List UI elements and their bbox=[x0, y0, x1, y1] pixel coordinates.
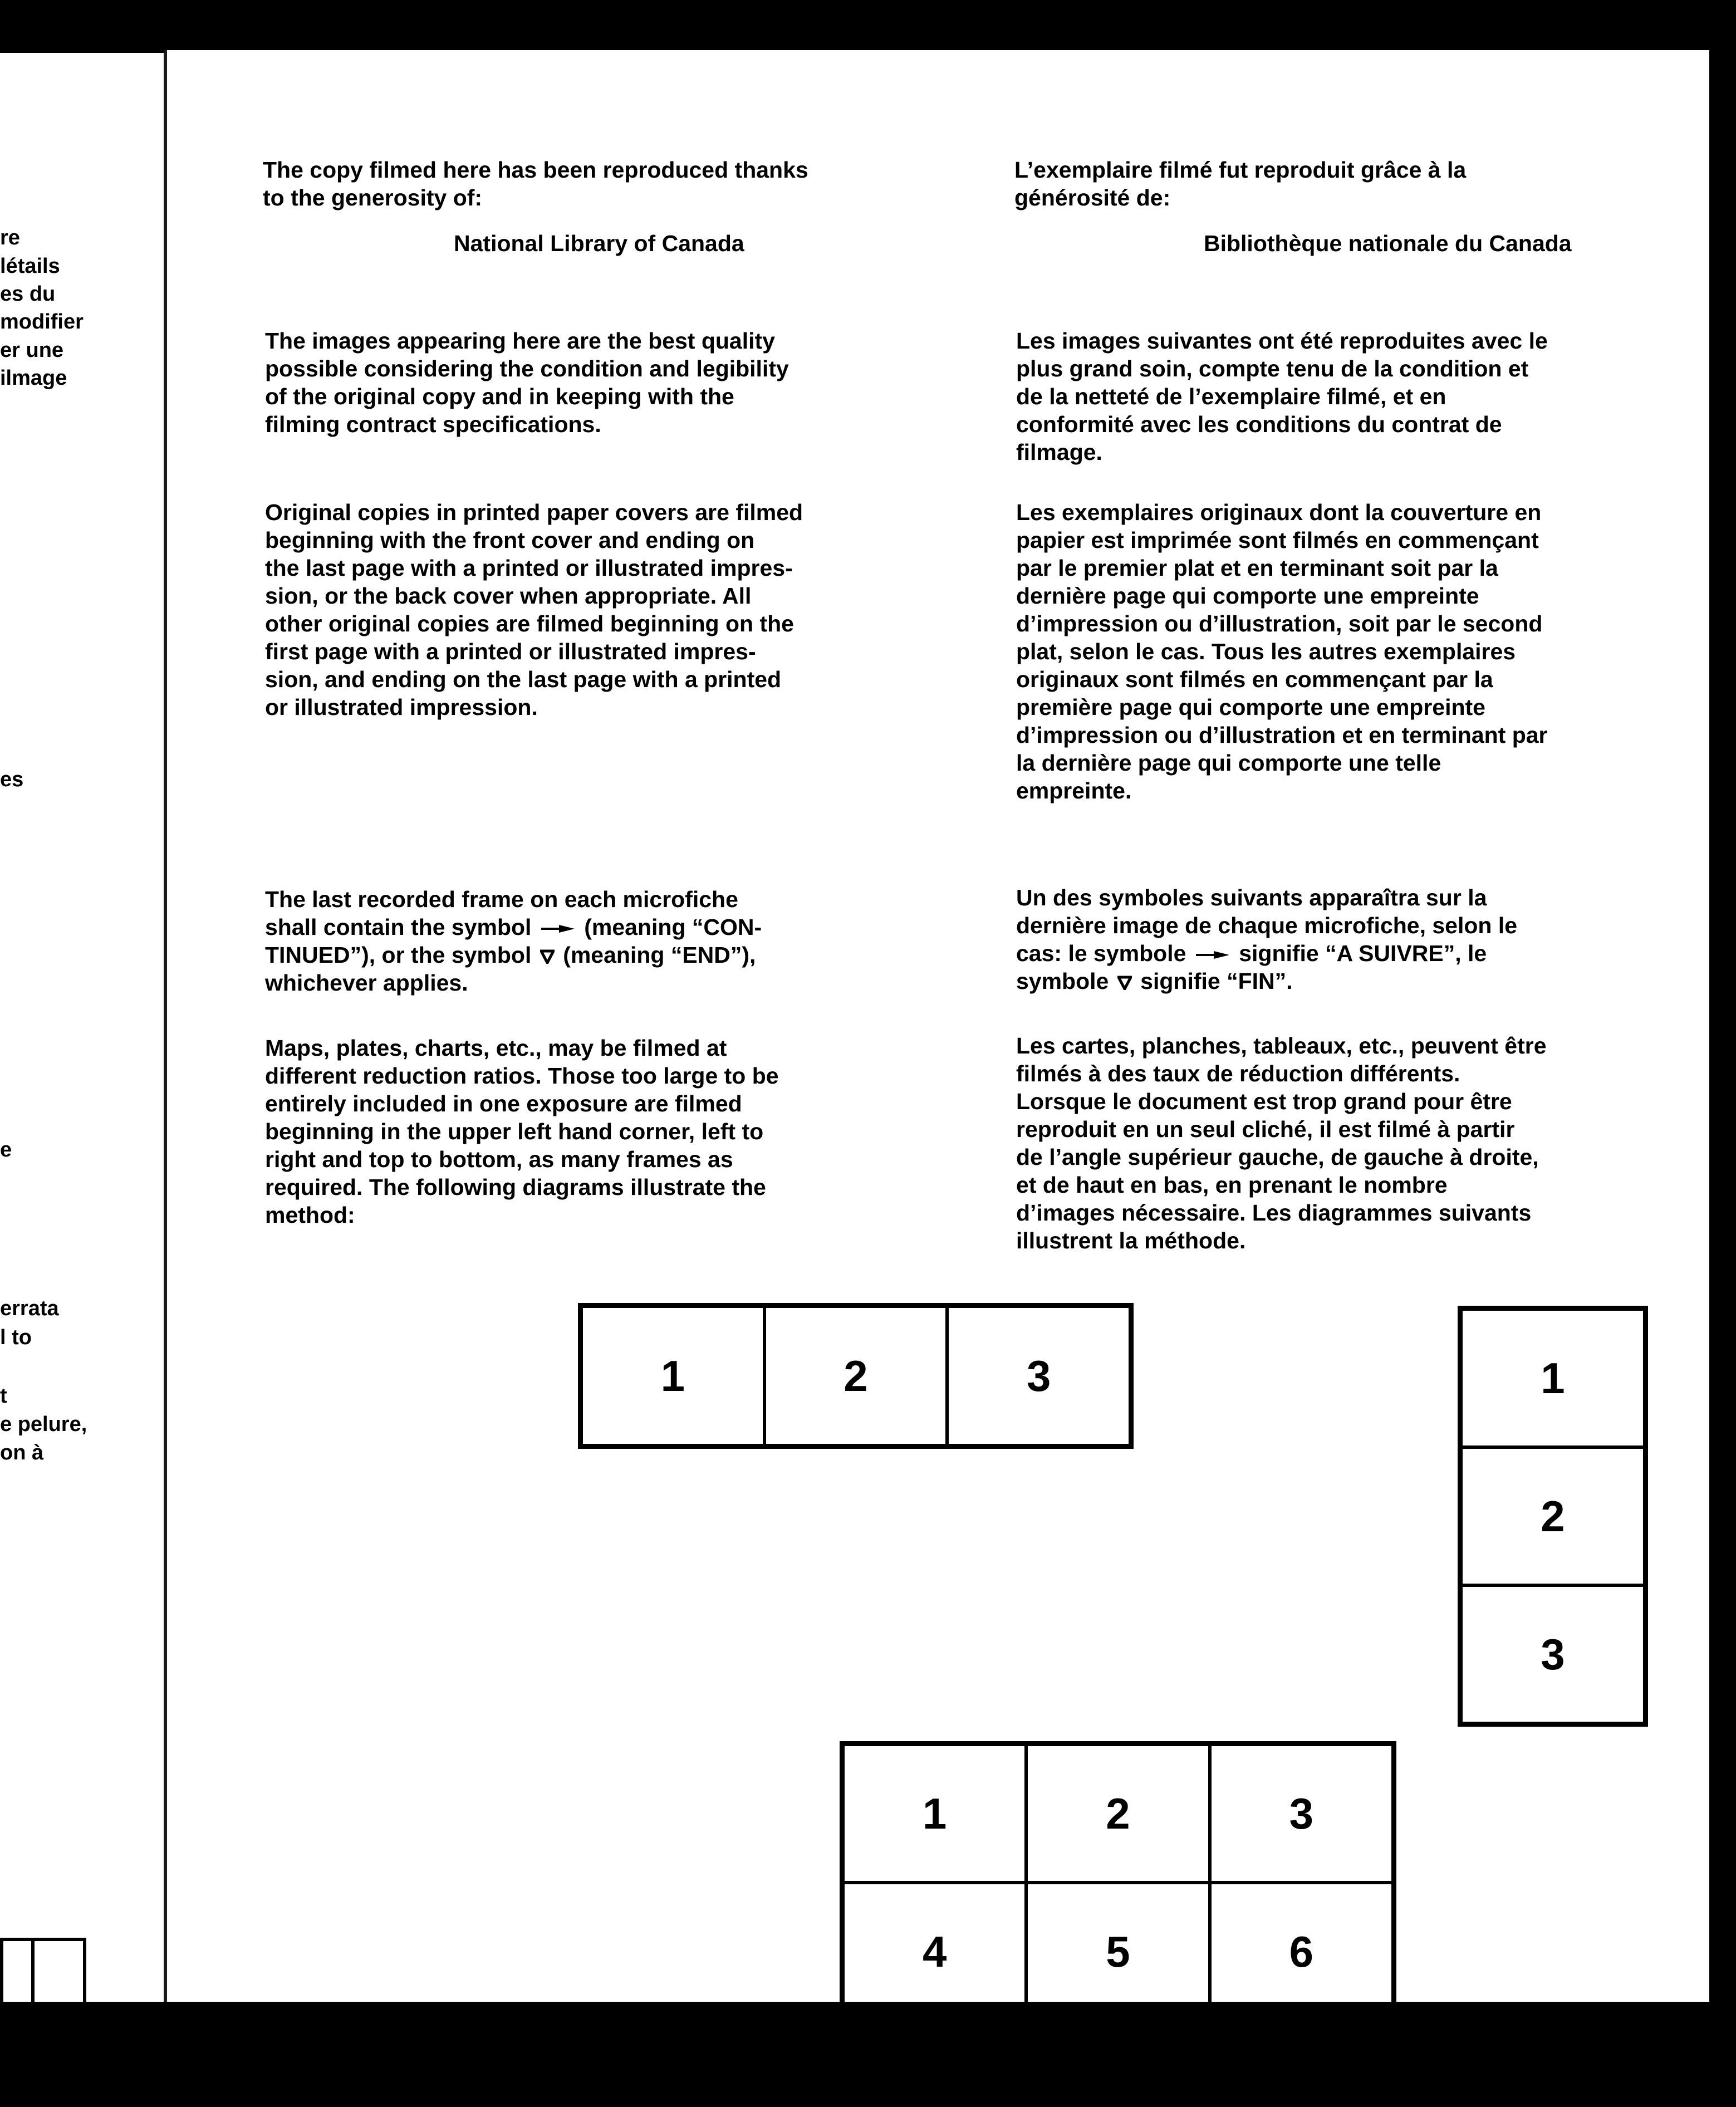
diagram-grid-frames bbox=[840, 1741, 1396, 2024]
french-acknowledgement bbox=[1014, 156, 1466, 212]
reduction-ratio-box bbox=[0, 1938, 86, 2011]
left-page-fragment: es bbox=[0, 768, 24, 791]
left-page-fragment: on à bbox=[0, 1441, 44, 1464]
left-page-fragment: e pelure, bbox=[0, 1413, 87, 1436]
left-page-fragment: t bbox=[0, 1384, 7, 1408]
left-page-fragment: modifier bbox=[0, 310, 84, 334]
text-line: The last recorded frame on each microfiche bbox=[265, 886, 738, 912]
text-line: first page with a printed or illustrated impres- bbox=[265, 639, 756, 664]
text-line: shall contain the symbol (meaning “CON- bbox=[265, 914, 762, 940]
text-line: the last page with a printed or illustrated impres- bbox=[265, 555, 793, 581]
left-page-fragment: errata bbox=[0, 1297, 59, 1320]
text-line: reproduit en un seul cliché, il est filmé à partir bbox=[1016, 1116, 1515, 1142]
frame-cell: 5 bbox=[1026, 1883, 1209, 2021]
text-line: plat, selon le cas. Tous les autres exemplaires bbox=[1016, 639, 1516, 664]
text-line: Original copies in printed paper covers are filmed bbox=[265, 499, 803, 525]
text-line: originaux sont filmés en commençant par la bbox=[1016, 667, 1493, 692]
text-line: la dernière page qui comporte une telle bbox=[1016, 750, 1441, 776]
english-acknowledgement bbox=[263, 156, 808, 212]
french-symbols-paragraph bbox=[1016, 884, 1517, 995]
left-page-fragment: er une bbox=[0, 339, 64, 362]
frame-cell: 2 bbox=[1026, 1745, 1209, 1883]
english-covers-paragraph bbox=[265, 498, 803, 721]
frame-cell: 1 bbox=[843, 1745, 1026, 1883]
diagram-horizontal-frames bbox=[578, 1303, 1134, 1449]
left-page-fragment: e bbox=[0, 1138, 12, 1162]
english-symbols-paragraph bbox=[265, 885, 762, 997]
continued-arrow-icon bbox=[1196, 951, 1229, 959]
text-line: de l’angle supérieur gauche, de gauche à droite, bbox=[1016, 1144, 1539, 1170]
text-line: conformité avec les conditions du contrat de bbox=[1016, 411, 1502, 437]
reduction-ratio-label: 32X bbox=[23, 2018, 60, 2041]
text-line: sion, and ending on the last page with a printed bbox=[265, 667, 782, 692]
text-line: or illustrated impression. bbox=[265, 694, 538, 720]
text-line: different reduction ratios. Those too large to be bbox=[265, 1063, 779, 1089]
text-line: et de haut en bas, en prenant le nombre bbox=[1016, 1172, 1448, 1198]
left-page-fragment: l to bbox=[0, 1326, 32, 1349]
frame-cell: 3 bbox=[1210, 1745, 1393, 1883]
text-line: générosité de: bbox=[1014, 185, 1171, 210]
text-line: papier est imprimée sont filmés en commençant bbox=[1016, 527, 1539, 553]
text-line: d’impression ou d’illustration et en terminant par bbox=[1016, 722, 1548, 748]
text-line: d’images nécessaire. Les diagrammes suivants bbox=[1016, 1200, 1532, 1226]
text-line: sion, or the back cover when appropriate. All bbox=[265, 583, 752, 609]
frame-cell: 6 bbox=[1210, 1883, 1393, 2021]
text-line: beginning in the upper left hand corner, left to bbox=[265, 1119, 764, 1144]
text-line: dernière page qui comporte une empreinte bbox=[1016, 583, 1479, 609]
end-triangle-icon bbox=[540, 949, 555, 964]
text-line: other original copies are filmed beginning on the bbox=[265, 611, 794, 636]
reduction-box-divider bbox=[31, 1938, 35, 2011]
text-line: entirely included in one exposure are filmed bbox=[265, 1091, 742, 1116]
text-line: empreinte. bbox=[1016, 778, 1132, 803]
previous-page-edge bbox=[0, 53, 167, 2041]
left-page-fragment: ilmage bbox=[0, 366, 67, 390]
text-line: dernière image de chaque microfiche, selon le bbox=[1016, 913, 1518, 938]
text-line: TINUED”), or the symbol (meaning “END”), bbox=[265, 942, 756, 968]
text-line: Lorsque le document est trop grand pour être bbox=[1016, 1089, 1512, 1114]
text-line: The images appearing here are the best quality bbox=[265, 328, 775, 354]
text-line: symbole signifie “FIN”. bbox=[1016, 968, 1293, 994]
text-line: Les exemplaires originaux dont la couverture en bbox=[1016, 499, 1542, 525]
text-line: Les cartes, planches, tableaux, etc., peuvent être bbox=[1016, 1033, 1547, 1059]
text-line: illustrent la méthode. bbox=[1016, 1228, 1246, 1253]
french-library-name: Bibliothèque nationale du Canada bbox=[1204, 231, 1572, 256]
text-line: method: bbox=[265, 1202, 355, 1228]
continued-arrow-icon bbox=[541, 925, 575, 933]
left-page-fragment: es du bbox=[0, 282, 56, 306]
text-line: The copy filmed here has been reproduced thanks bbox=[263, 157, 808, 183]
frame-cell: 2 bbox=[764, 1306, 948, 1445]
text-line: of the original copy and in keeping with the bbox=[265, 384, 734, 409]
text-line: d’impression ou d’illustration, soit par le second bbox=[1016, 611, 1543, 636]
french-covers-paragraph bbox=[1016, 498, 1548, 805]
text-line: cas: le symbole signifie “A SUIVRE”, le bbox=[1016, 940, 1487, 966]
text-line: to the generosity of: bbox=[263, 185, 483, 210]
text-line: right and top to bottom, as many frames as bbox=[265, 1146, 733, 1172]
french-maps-paragraph bbox=[1016, 1032, 1547, 1255]
text-line: filmés à des taux de réduction différents. bbox=[1016, 1061, 1460, 1086]
text-line: beginning with the front cover and ending on bbox=[265, 527, 755, 553]
frame-cell: 4 bbox=[843, 1883, 1026, 2021]
text-line: première page qui comporte une empreinte bbox=[1016, 694, 1485, 720]
text-line: Un des symboles suivants apparaîtra sur la bbox=[1016, 885, 1487, 910]
english-maps-paragraph bbox=[265, 1034, 779, 1229]
text-line: L’exemplaire filmé fut reproduit grâce à la bbox=[1014, 157, 1467, 183]
text-line: plus grand soin, compte tenu de la condition et bbox=[1016, 356, 1529, 381]
text-line: filmage. bbox=[1016, 439, 1102, 465]
text-line: Maps, plates, charts, etc., may be filmed at bbox=[265, 1035, 727, 1061]
frame-cell: 3 bbox=[1461, 1585, 1645, 1723]
frame-cell: 1 bbox=[1461, 1309, 1645, 1447]
end-triangle-icon bbox=[1117, 976, 1132, 990]
left-page-fragment: létails bbox=[0, 254, 60, 278]
english-library-name: National Library of Canada bbox=[454, 231, 744, 256]
frame-cell: 2 bbox=[1461, 1447, 1645, 1585]
frame-cell: 3 bbox=[947, 1306, 1130, 1445]
text-line: whichever applies. bbox=[265, 970, 468, 996]
text-line: Les images suivantes ont été reproduites avec le bbox=[1016, 328, 1548, 354]
french-quality-paragraph bbox=[1016, 327, 1548, 466]
left-page-fragment: re bbox=[0, 226, 20, 249]
text-line: possible considering the condition and legibility bbox=[265, 356, 789, 381]
filming-notice-page bbox=[167, 50, 1709, 2002]
text-line: filming contract specifications. bbox=[265, 411, 601, 437]
text-line: par le premier plat et en terminant soit par la bbox=[1016, 555, 1498, 581]
diagram-vertical-frames bbox=[1458, 1306, 1648, 1727]
text-line: required. The following diagrams illustrate the bbox=[265, 1174, 766, 1200]
english-quality-paragraph bbox=[265, 327, 789, 438]
text-line: de la netteté de l’exemplaire filmé, et en bbox=[1016, 384, 1446, 409]
frame-cell: 1 bbox=[581, 1306, 764, 1445]
